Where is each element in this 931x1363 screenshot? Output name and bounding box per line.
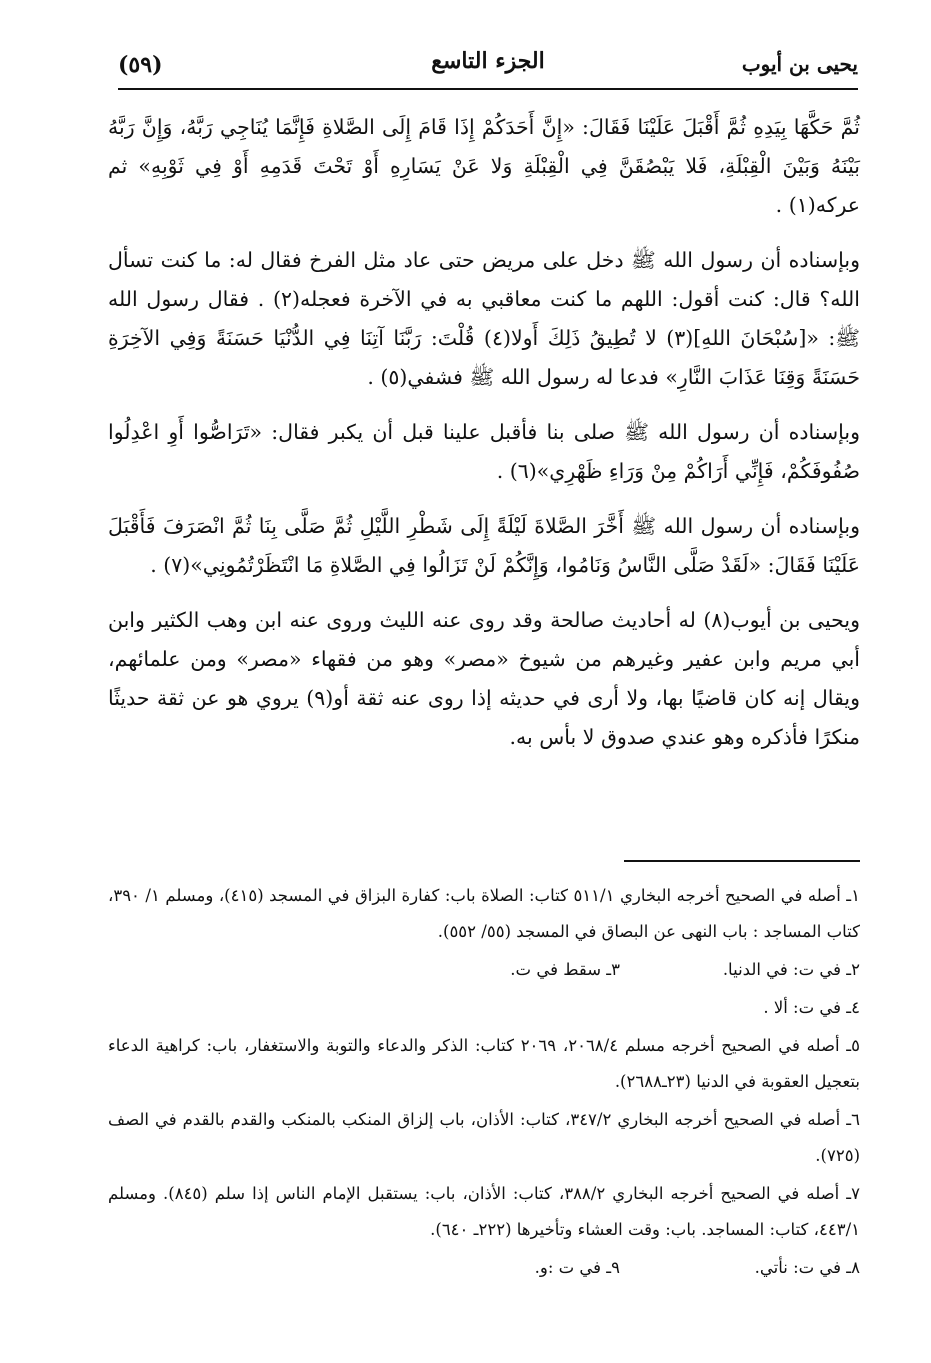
footnote-separator [624, 860, 860, 862]
paragraph: ويحيى بن أيوب(٨) له أحاديث صالحة وقد روى عنه الليث وروى عنه ابن وهب الكثير وابن أبي مريم وابن عفير وغيرهم من شيوخ «مصر» وهو من فقهاء «مصر» ومن علمائهم، ويقال إنه كان قاضيًا بها، ولا أرى في حديثه إذا روى عنه ثقة أو(٩) يروي هو عن ثقة حديثًا منكرًا فأذكره وهو عندي صدوق لا بأس به. [108, 608, 860, 749]
footnote-row [108, 1250, 860, 1286]
footnote: ٥ـ أصله في الصحيح أخرجه مسلم ٢٠٦٨/٤، ٢٠٦٩ كتاب: الذكر والدعاء والتوبة والاستغفار، باب: كراهية الدعاء بتعجيل العقوبة في الدنيا (٢٣ـ٢٦٨٨). [108, 1036, 860, 1091]
paragraph: وبإسناده أن رسول الله ﷺ أَخَّرَ الصَّلاةَ لَيْلَةً إِلَى شَطْرِ اللَّيْلِ ثُمَّ صَلَّى بِنَا ثُمَّ انْصَرَفَ فَأَقْبَلَ عَلَيْنَا فَقَالَ: «لَقَدْ صَلَّى النَّاسُ وَنَامُوا، وَإِنَّكُمْ لَنْ تَزَالُوا فِي الصَّلاةِ مَا انْتَظَرْتُمُونِي»(٧) . [108, 514, 860, 577]
paragraph: وبإسناده أن رسول الله ﷺ صلى بنا فأقبل علينا قبل أن يكبر فقال: «تَرَاصُّوا أَوِ اعْدِلُوا صُفُوفَكُمْ، فَإِنِّي أَرَاكُمْ مِنْ وَرَاءِ ظَهْرِي»(٦) . [108, 420, 860, 483]
footnotes [108, 878, 860, 1288]
header-rule [118, 88, 858, 90]
footnote-row [108, 952, 860, 988]
running-title: يحيى بن أيوب [741, 52, 858, 76]
part-title: الجزء التاسع [431, 48, 545, 74]
paragraph: وبإسناده أن رسول الله ﷺ دخل على مريض حتى عاد مثل الفرخ فقال له: ما كنت تسأل الله؟ قال: كنت أقول: اللهم ما كنت معاقبي به في الآخرة فعجله(٢) . فقال رسول الله ﷺ: «[سُبْحَانَ اللهِ](٣) لا تُطِيقُ ذَلِكَ أَولا(٤) قُلْتَ: رَبَّنَا آتِنَا فِي الدُّنْيَا حَسَنَةً وَفِي الآخِرَةِ حَسَنَةً وَقِنَا عَذَابَ النَّارِ» فدعا له رسول الله ﷺ فشفي(٥) . [108, 248, 861, 389]
footnote: ١ـ أصله في الصحيح أخرجه البخاري ٥١١/١ كتاب: الصلاة باب: كفارة البزاق في المسجد (٤١٥)، ومسلم ١/ ٣٩٠، كتاب المساجد : باب النهى عن البصاق في المسجد (٥٥/ ٥٥٢). [108, 886, 860, 941]
footnote: ٣ـ سقط في ت. [510, 960, 620, 979]
footnote: ٢ـ في ت: في الدنيا. [722, 960, 860, 979]
footnote: ٩ـ في ت :و. [534, 1258, 620, 1277]
paragraph: ثُمَّ حَكَّهَا بِيَدِهِ ثُمَّ أَقْبَلَ عَلَيْنَا فَقَالَ: «إِنَّ أَحَدَكُمْ إِذَا قَامَ إِلَى الصَّلاةِ فَإِنَّمَا يُنَاجِي رَبَّهُ، وَإِنَّ رَبَّهُ بَيْنَهُ وَبَيْنَ الْقِبْلَةِ، فَلا يَبْصُقَنَّ فِي الْقِبْلَةِ وَلا عَنْ يَسَارِهِ أَوْ تَحْتَ قَدَمِهِ أَوْ فِي ثَوْبِهِ» ثم عركه(١) . [108, 115, 860, 217]
footnote: ٧ـ أصله في الصحيح أخرجه البخاري ٣٨٨/٢، كتاب: الأذان، باب: يستقبل الإمام الناس إذا سلم (٨٤٥). ومسلم ٤٤٣/١، كتاب: المساجد. باب: وقت العشاء وتأخيرها (٢٢٢ـ ٦٤٠). [108, 1184, 861, 1239]
main-text [108, 108, 860, 773]
page-header [118, 44, 858, 84]
footnote: ٤ـ في ت: ألا . [763, 998, 860, 1017]
page-number: (٥٩) [118, 52, 163, 78]
footnote: ٦ـ أصله في الصحيح أخرجه البخاري ٣٤٧/٢، كتاب: الأذان، باب إلزاق المنكب بالمنكب والقدم بالقدم في الصف (٧٢٥). [108, 1110, 860, 1165]
footnote: ٨ـ في ت: نأتي. [754, 1258, 860, 1277]
